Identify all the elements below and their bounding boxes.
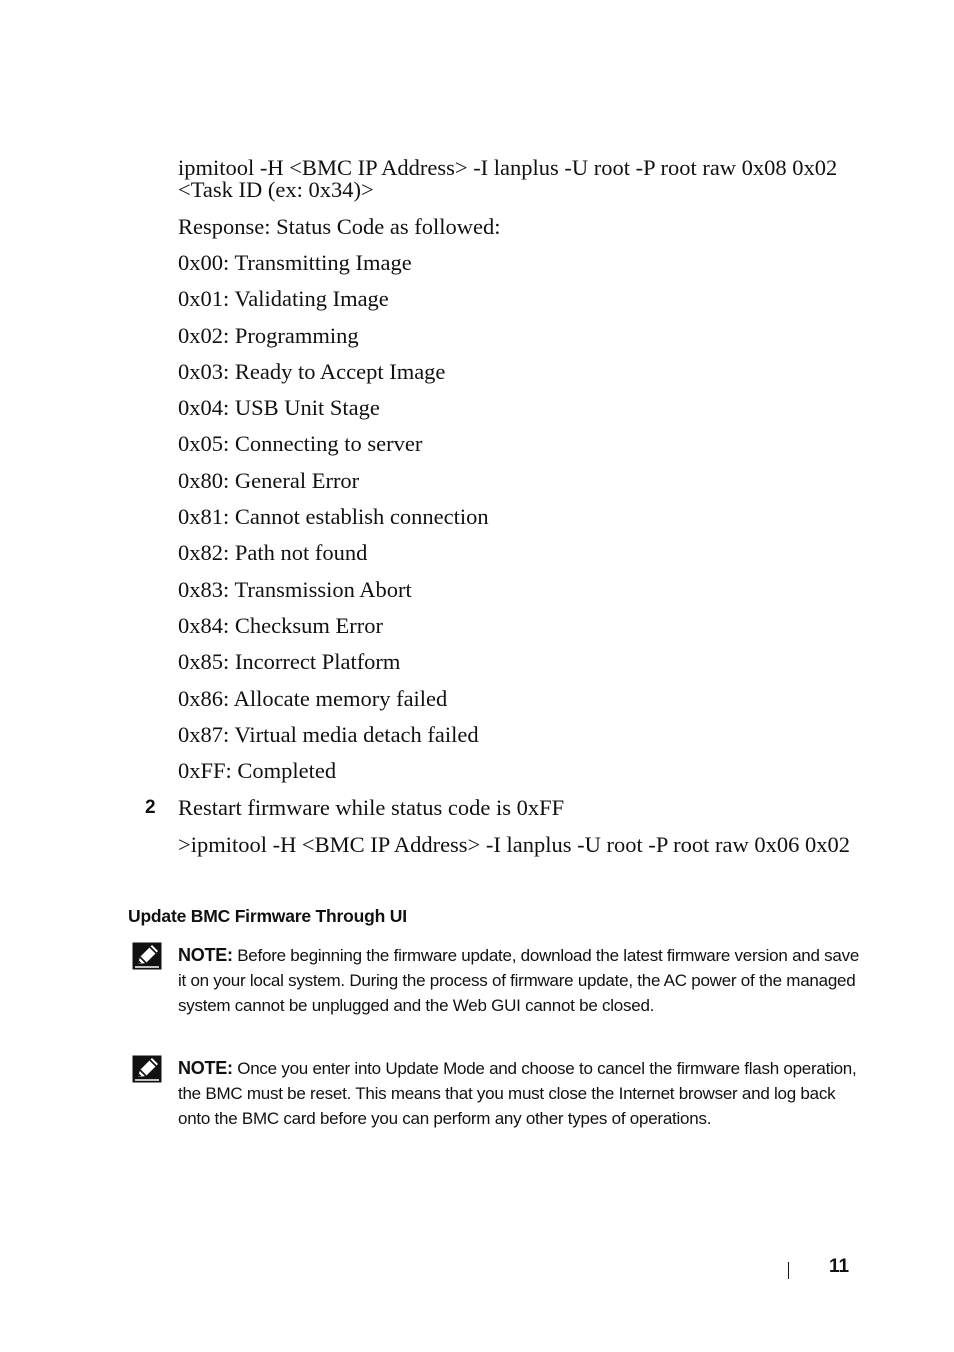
list-item: 0x85: Incorrect Platform — [178, 649, 401, 675]
list-item: 0x01: Validating Image — [178, 286, 389, 312]
list-item: 0x84: Checksum Error — [178, 612, 383, 638]
section-heading: Update BMC Firmware Through UI — [128, 906, 407, 926]
step-text: Restart firmware while status code is 0xFF — [178, 795, 565, 820]
list-item: 0x00: Transmitting Image — [178, 250, 412, 275]
list-item: 0x80: General Error — [178, 467, 360, 493]
list-item: 0x02: Programming — [178, 322, 359, 348]
list-item: 0x82: Path not found — [178, 540, 368, 566]
note-label: NOTE: — [178, 945, 233, 965]
response-intro: Response: Status Code as followed: — [178, 214, 501, 239]
list-item: 0x03: Ready to Accept Image — [178, 358, 446, 384]
note-pencil-icon — [132, 942, 162, 970]
note-label: NOTE: — [178, 1058, 233, 1078]
note-text: Once you enter into Update Mode and choose to cancel the firmware flash operation, the BMC must be reset. This means that you must close the Internet browser and log back onto the BMC card before you can perform any other types of operations. — [178, 1059, 857, 1128]
note-firmware-download — [178, 943, 864, 1018]
restart-command: >ipmitool -H <BMC IP Address> -I lanplus -U root -P root raw 0x06 0x02 — [178, 832, 850, 857]
footer-divider — [788, 1262, 789, 1279]
status-query-command: ipmitool -H <BMC IP Address> -I lanplus -U root -P root raw 0x08 0x02 <Task ID (ex: 0x34)> — [178, 155, 838, 202]
note-pencil-icon — [132, 1055, 162, 1083]
status-code-list — [178, 252, 489, 796]
list-item: 0x87: Virtual media detach failed — [178, 721, 479, 747]
list-item: 0x05: Connecting to server — [178, 431, 423, 457]
list-item: 0x04: USB Unit Stage — [178, 395, 380, 421]
list-item: 0x86: Allocate memory failed — [178, 685, 448, 711]
list-item: 0x81: Cannot establish connection — [178, 504, 489, 530]
list-item: 0xFF: Completed — [178, 758, 337, 784]
list-item: 0x83: Transmission Abort — [178, 576, 412, 602]
note-text: Before beginning the firmware update, download the latest firmware version and save it on your local system. During the process of firmware update, the AC power of the managed system cannot be unplugged and the Web GUI cannot be closed. — [178, 946, 860, 1015]
step-number: 2 — [145, 797, 156, 818]
page-number: 11 — [829, 1256, 850, 1277]
note-update-mode-cancel — [178, 1056, 864, 1131]
